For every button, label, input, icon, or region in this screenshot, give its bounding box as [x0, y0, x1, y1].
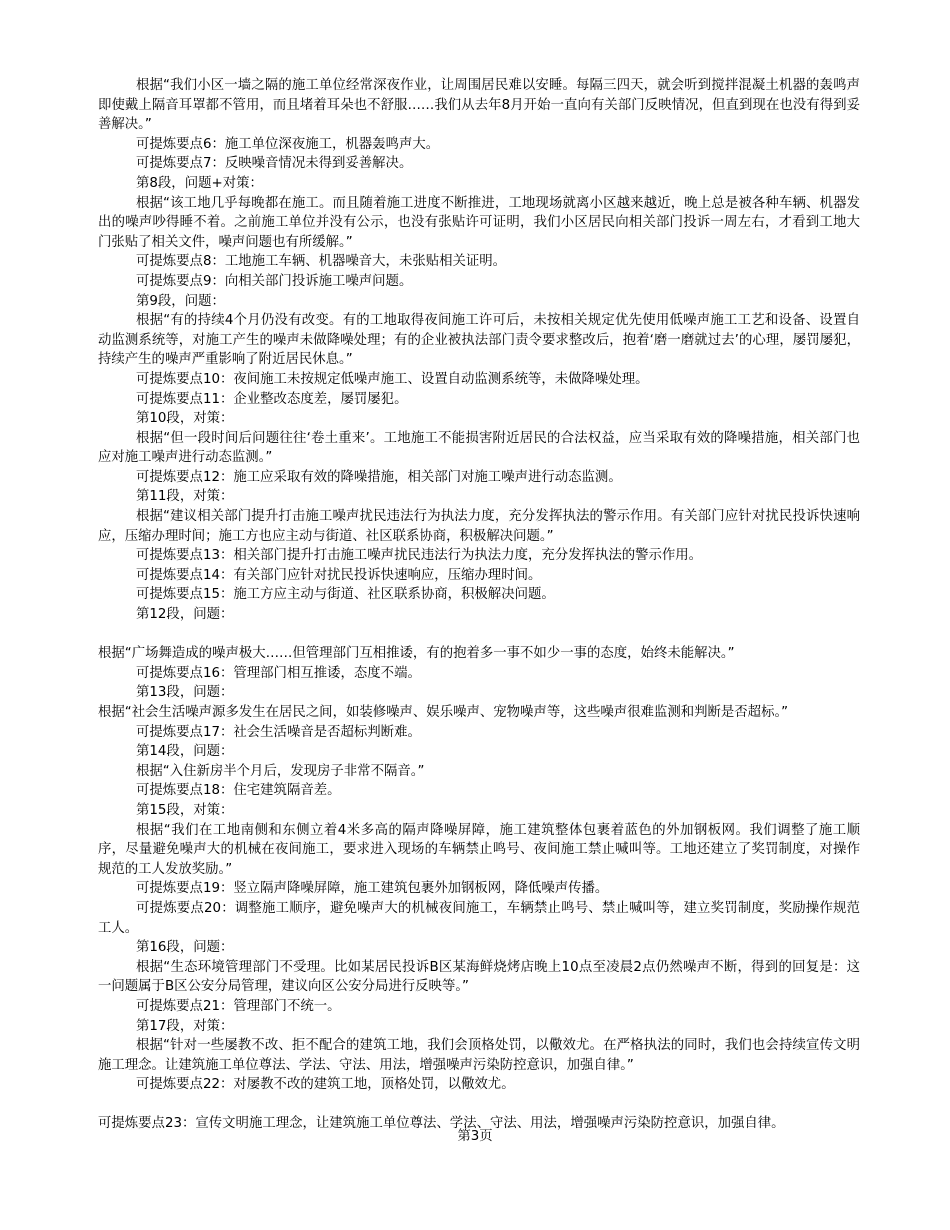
paragraph: 根据“社会生活噪声源多发生在居民之间，如装修噪声、娱乐噪声、宠物噪声等，这些噪声很难监测和判断是否超标。” [98, 705, 789, 720]
paragraph: 可提炼要点20：调整施工顺序，避免噪声大的机械夜间施工，车辆禁止鸣号、禁止喊叫等，建立奖罚制度，奖励操作规范工人。 [98, 900, 860, 936]
paragraph: 可提炼要点9：向相关部门投诉施工噪声问题。 [136, 273, 413, 289]
blank-line [98, 1095, 860, 1115]
paragraph: 根据“有的持续4个月仍没有改变。有的工地取得夜间施工许可后，未按相关规定优先使用低噪声施工工艺和设备、设置自动监测系统等，对施工产生的噪声未做降噪处理；有的企业被执法部门责令要求整改后，抱着‘磨一磨就过去’的心理，屡罚屡犯，持续产生的噪声严重影响了附近居民休息。” [98, 313, 860, 368]
paragraph: 可提炼要点10：夜间施工未按规定低噪声施工、设置自动监测系统等，未做降噪处理。 [136, 371, 649, 387]
paragraph: 可提炼要点7：反映噪音情况未得到妥善解决。 [136, 156, 413, 172]
paragraph: 根据“生态环境管理部门不受理。比如某居民投诉B区某海鲜烧烤店晚上10点至凌晨2点仍然噪声不断，得到的回复是：这一问题属于B区公安分局管理，建议向区公安分局进行反映等。” [98, 959, 860, 995]
paragraph: 可提炼要点22：对屡教不改的建筑工地，顶格处罚，以儆效尤。 [136, 1077, 515, 1093]
paragraph: 可提炼要点14：有关部门应针对扰民投诉快速响应，压缩办理时间。 [136, 567, 542, 583]
document-body [98, 76, 860, 1134]
paragraph: 可提炼要点11：企业整改态度差，屡罚屡犯。 [136, 391, 408, 407]
paragraph: 可提炼要点19：竖立隔声降噪屏障，施工建筑包裹外加钢板网，降低噪声传播。 [136, 881, 609, 897]
paragraph: 根据“入住新房半个月后，发现房子非常不隔音。” [136, 763, 425, 779]
paragraph: 可提炼要点18：住宅建筑隔音差。 [136, 783, 341, 799]
paragraph: 第16段，问题： [136, 940, 234, 956]
paragraph: 可提炼要点21：管理部门不统一。 [136, 998, 341, 1014]
paragraph: 第14段，问题： [136, 744, 234, 760]
paragraph: 可提炼要点13：相关部门提升打击施工噪声扰民违法行为执法力度，充分发挥执法的警示作用。 [136, 548, 703, 564]
paragraph: 第15段，对策： [136, 802, 234, 818]
paragraph: 第10段，对策： [136, 411, 234, 427]
paragraph: 根据“但一段时间后问题往往‘卷土重来’。工地施工不能损害附近居民的合法权益，应当采取有效的降噪措施，相关部门也应对施工噪声进行动态监测。” [98, 430, 860, 466]
paragraph: 根据“针对一些屡教不改、拒不配合的建筑工地，我们会顶格处罚，以儆效尤。在严格执法的同时，我们也会持续宣传文明施工理念。让建筑施工单位尊法、学法、守法、用法，增强噪声污染防控意识，加强自律。” [98, 1038, 860, 1073]
paragraph: 根据“广场舞造成的噪声极大……但管理部门互相推诿，有的抱着多一事不如少一事的态度，始终未能解决。” [98, 646, 735, 662]
paragraph: 第8段，问题+对策： [136, 175, 263, 191]
paragraph: 可提炼要点23：宣传文明施工理念，让建筑施工单位尊法、学法、守法、用法，增强噪声污染防控意识，加强自律。 [98, 1116, 785, 1132]
paragraph: 可提炼要点8：工地施工车辆、机器噪音大，未张贴相关证明。 [136, 254, 507, 270]
paragraph: 可提炼要点12：施工应采取有效的降噪措施，相关部门对施工噪声进行动态监测。 [136, 469, 622, 485]
paragraph: 可提炼要点6：施工单位深夜施工，机器轰鸣声大。 [136, 136, 440, 152]
page-number: 第3页 [457, 1129, 493, 1144]
paragraph: 可提炼要点15：施工方应主动与街道、社区联系协商，积极解决问题。 [136, 587, 555, 603]
paragraph: 可提炼要点17：社会生活噪音是否超标判断难。 [136, 724, 421, 740]
paragraph: 第11段，对策： [136, 489, 234, 505]
paragraph: 第17段，对策： [136, 1018, 234, 1034]
paragraph: 根据“建议相关部门提升打击施工噪声扰民违法行为执法力度，充分发挥执法的警示作用。有关部门应针对扰民投诉快速响应，压缩办理时间；施工方也应主动与街道、社区联系协商，积极解决问题。” [98, 509, 860, 544]
paragraph: 第9段，问题： [136, 293, 225, 309]
paragraph: 第13段，问题： [136, 685, 234, 701]
paragraph: 根据“我们在工地南侧和东侧立着4米多高的隔声降噪屏障，施工建筑整体包裹着蓝色的外加钢板网。我们调整了施工顺序，尽量避免噪声大的机械在夜间施工，要求进入现场的车辆禁止鸣号、夜间施工禁止喊叫等。工地还建立了奖罚制度，对操作规范的工人发放奖励。” [98, 822, 860, 877]
paragraph: 可提炼要点16：管理部门相互推诿，态度不端。 [136, 665, 421, 681]
paragraph: 第12段，问题： [136, 607, 234, 623]
paragraph: 根据“我们小区一墙之隔的施工单位经常深夜作业，让周围居民难以安睡。每隔三四天，就会听到搅拌混凝土机器的轰鸣声即使戴上隔音耳罩都不管用，而且堵着耳朵也不舒服……我们从去年8月开始一直向有关部门反映情况，但直到现在也没有得到妥善解决。” [98, 78, 860, 133]
paragraph: 根据“该工地几乎每晚都在施工。而且随着施工进度不断推进，工地现场就离小区越来越近，晚上总是被各种车辆、机器发出的噪声吵得睡不着。之前施工单位并没有公示，也没有张贴许可证明，我们小区居民向相关部门投诉一周左右，才看到工地大门张贴了相关文件，噪声问题也有所缓解。” [98, 195, 860, 250]
blank-line [98, 625, 860, 645]
